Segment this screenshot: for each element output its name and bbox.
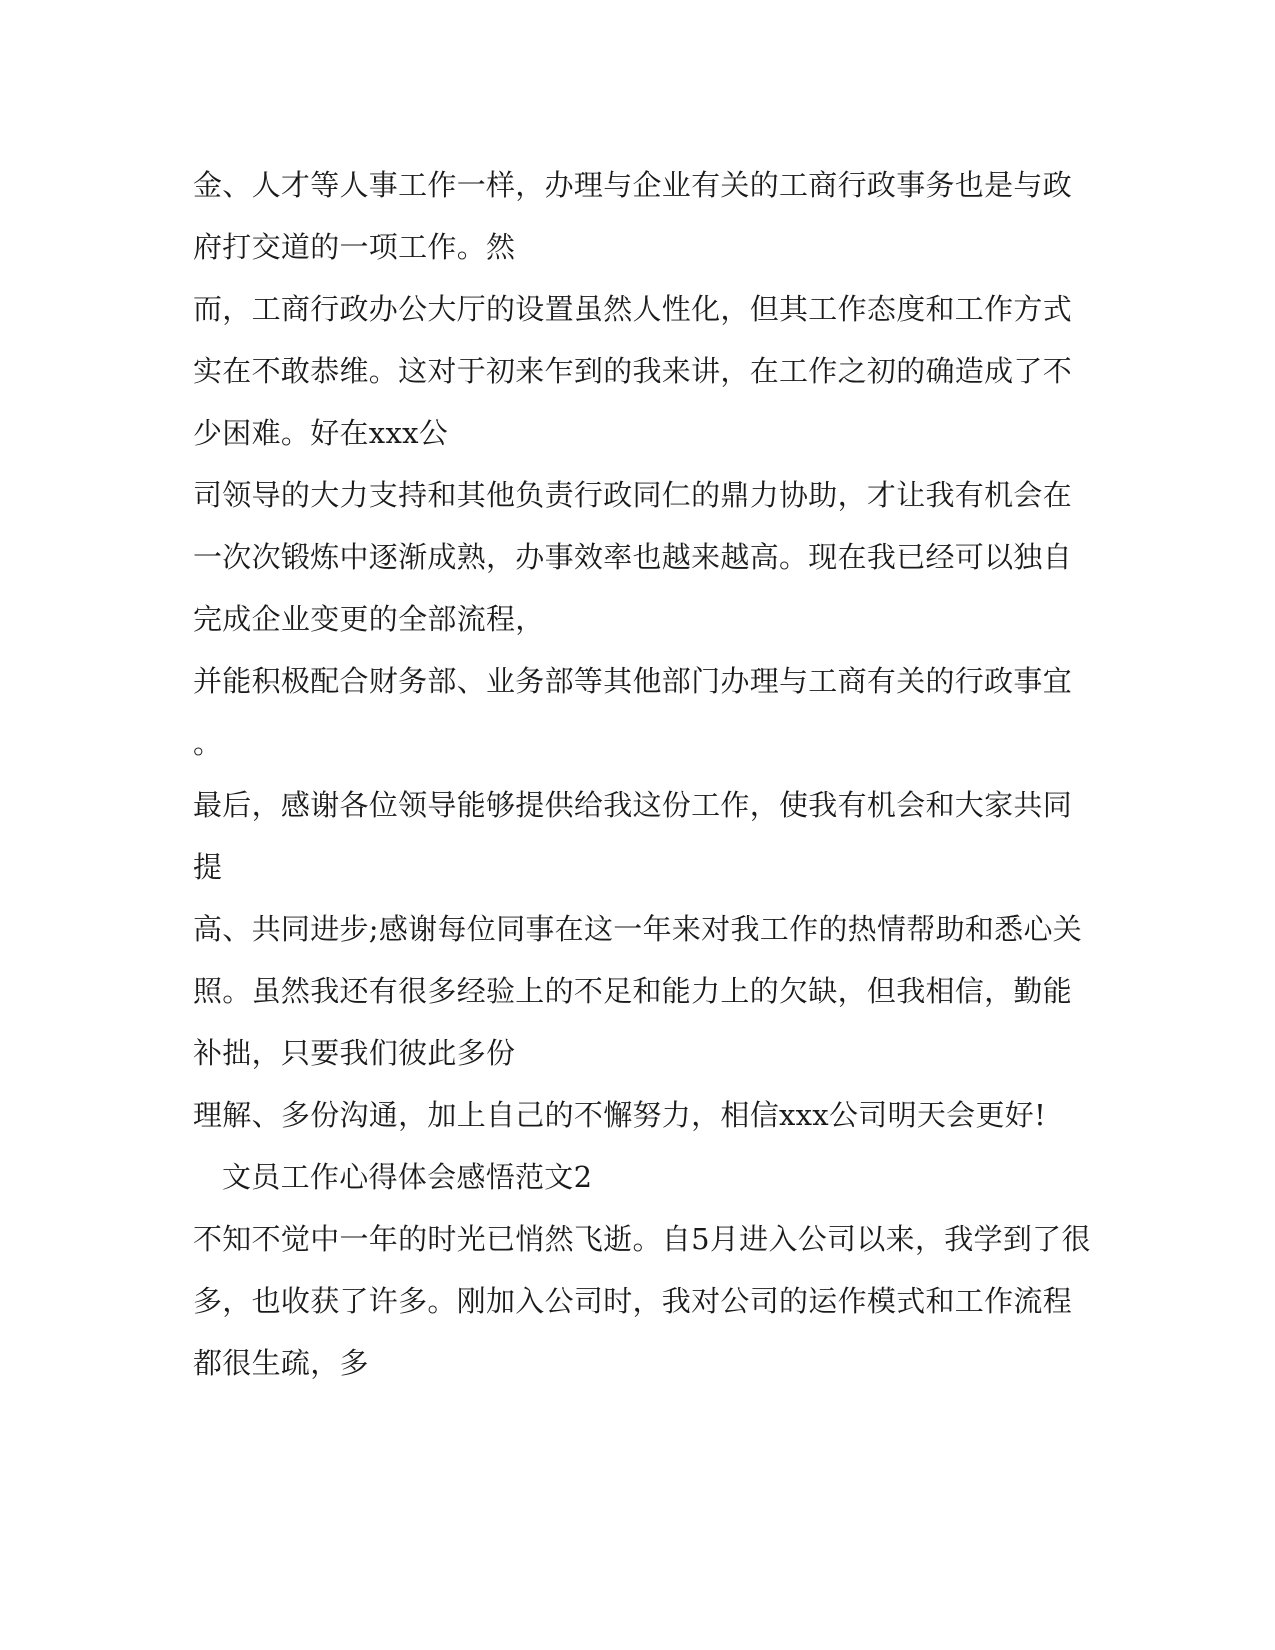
- text-line: 。: [193, 726, 223, 760]
- section-heading: 文员工作心得体会感悟范文2: [222, 1160, 593, 1194]
- text-line: 一次次锻炼中逐渐成熟，办事效率也越来越高。现在我已经可以独自: [193, 540, 1073, 574]
- text-line: 不知不觉中一年的时光已悄然飞逝。自5月进入公司以来，我学到了很: [193, 1222, 1091, 1256]
- text-line: 并能积极配合财务部、业务部等其他部门办理与工商有关的行政事宜: [193, 664, 1073, 698]
- text-line: 完成企业变更的全部流程，: [193, 602, 545, 636]
- text-line: 理解、多份沟通，加上自己的不懈努力，相信xxx公司明天会更好!: [193, 1098, 1047, 1132]
- text-line: 补拙，只要我们彼此多份: [193, 1036, 516, 1070]
- text-line: 少困难。好在xxx公: [193, 416, 449, 450]
- text-line: 提: [193, 850, 223, 884]
- text-line: 府打交道的一项工作。然: [193, 230, 516, 264]
- text-line: 最后，感谢各位领导能够提供给我这份工作，使我有机会和大家共同: [193, 788, 1073, 822]
- text-line: 金、人才等人事工作一样，办理与企业有关的工商行政事务也是与政: [193, 168, 1073, 202]
- text-line: 多，也收获了许多。刚加入公司时，我对公司的运作模式和工作流程: [193, 1284, 1073, 1318]
- text-line: 照。虽然我还有很多经验上的不足和能力上的欠缺，但我相信，勤能: [193, 974, 1073, 1008]
- text-line: 而，工商行政办公大厅的设置虽然人性化，但其工作态度和工作方式: [193, 292, 1073, 326]
- text-line: 高、共同进步;感谢每位同事在这一年来对我工作的热情帮助和悉心关: [193, 912, 1083, 946]
- text-line: 实在不敢恭维。这对于初来乍到的我来讲，在工作之初的确造成了不: [193, 354, 1073, 388]
- text-line: 司领导的大力支持和其他负责行政同仁的鼎力协助，才让我有机会在: [193, 478, 1073, 512]
- text-line: 都很生疏，多: [193, 1346, 369, 1380]
